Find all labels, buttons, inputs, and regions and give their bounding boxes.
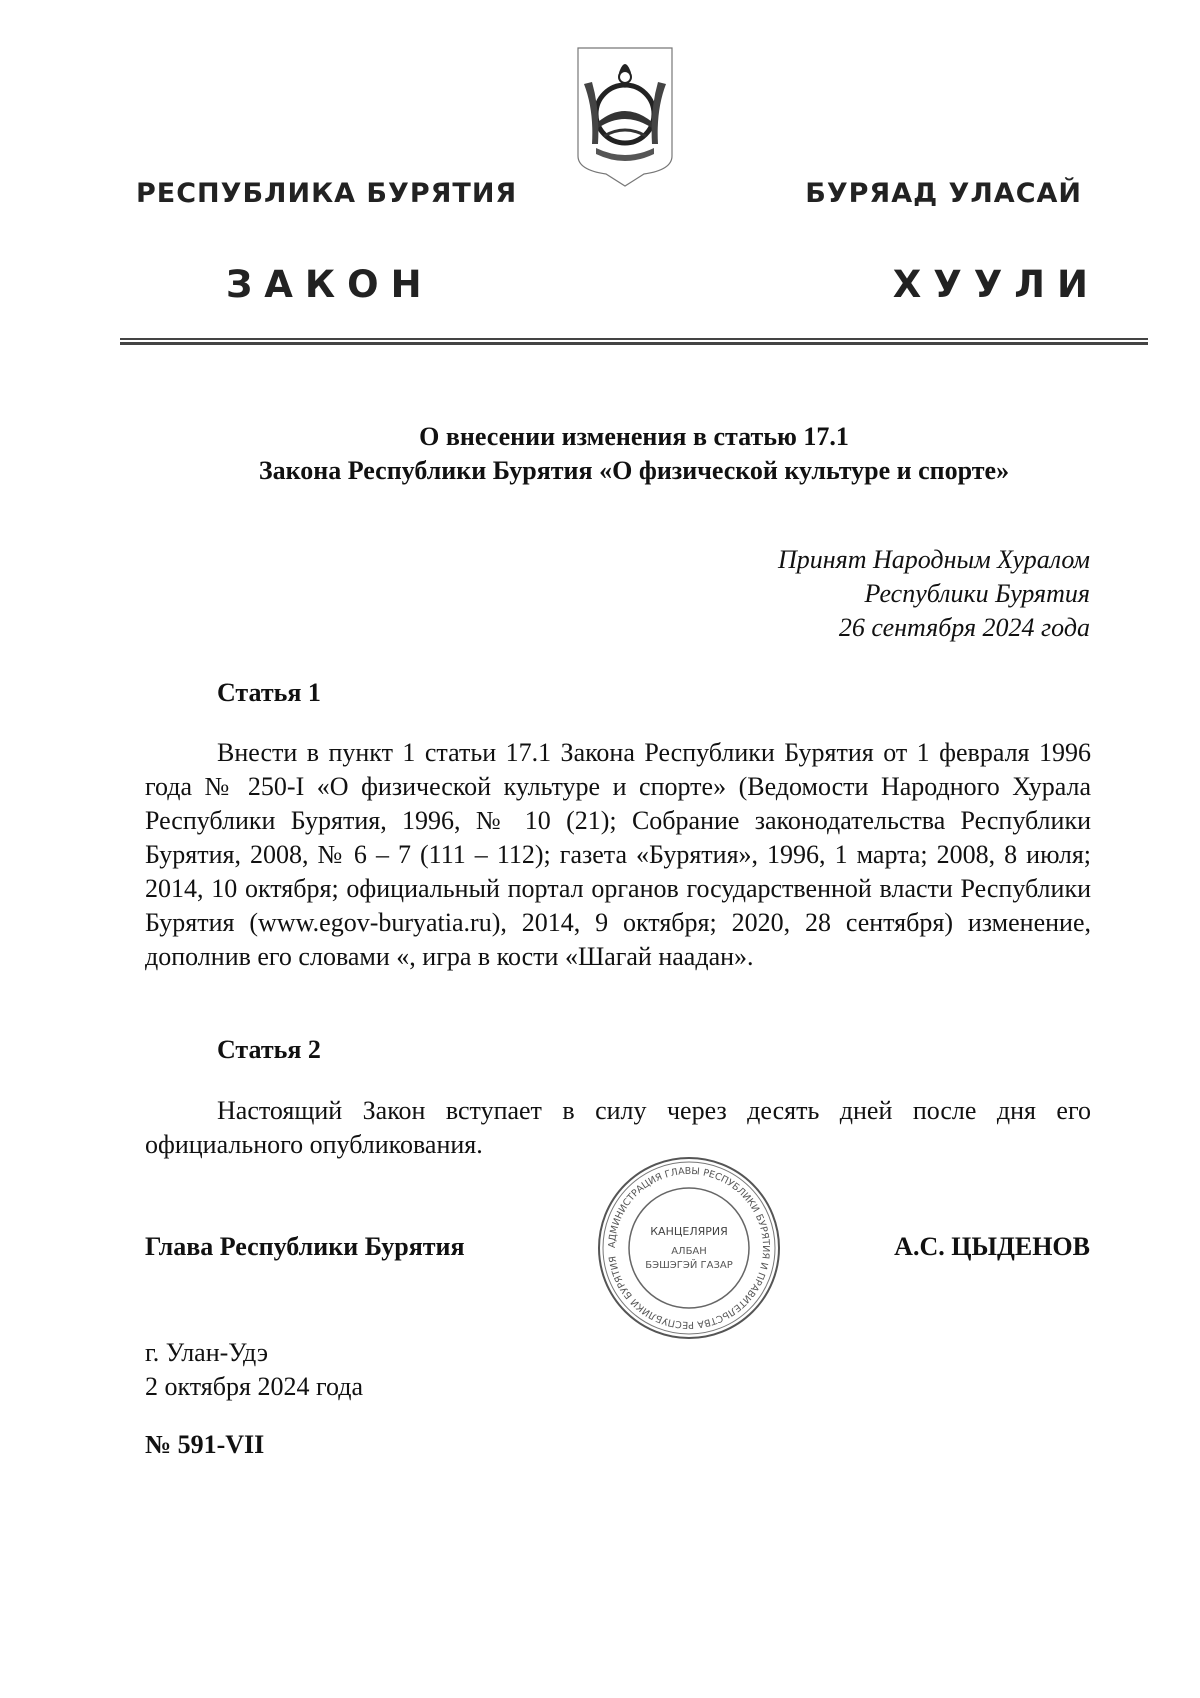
article-1-text: Внести в пункт 1 статьи 17.1 Закона Республики Бурятия от 1 февраля 1996 года № 250-I «О физической культуре и спорте» (Ведомости Народного Хурала Республики Бурятия, 1996, № 10 (21); Собрание законодательства Республики Бурятия, 2008, № 6 – 7 (111 – 112); газета «Бурятия», 1996, 1 марта; 2008, 8 июля; 2014, 10 октября; официальный портал органов государственной власти Республики Бурятия (www.egov-buryatia.ru), 2014, 9 октября; 2020, 28 сентября) изменение, дополнив его словами «, игра в кости «Шагай наадан». bbox=[145, 738, 1091, 971]
coat-of-arms-emblem bbox=[574, 44, 676, 188]
article-2-text: Настоящий Закон вступает в силу через десять дней после дня его официального опубликования. bbox=[145, 1096, 1091, 1159]
seal-center-line-2: АЛБАН bbox=[671, 1246, 707, 1257]
header-law-buryat: ХУУЛИ bbox=[892, 263, 1100, 306]
official-seal-stamp bbox=[594, 1153, 784, 1343]
header-republic-buryat: БУРЯАД УЛАСАЙ bbox=[805, 178, 1082, 209]
adoption-line-1: Принят Народным Хуралом bbox=[777, 545, 1090, 574]
header-law-russian: ЗАКОН bbox=[226, 263, 434, 306]
seal-center-line-3: БЭШЭГЭЙ ГАЗАР bbox=[645, 1260, 733, 1271]
adoption-line-3: 26 сентября 2024 года bbox=[838, 613, 1090, 642]
law-number: № 591-VII bbox=[145, 1430, 265, 1459]
title-line-2: Закона Республики Бурятия «О физической культуре и спорте» bbox=[258, 456, 1010, 485]
document-title bbox=[120, 420, 1148, 488]
header-divider bbox=[120, 338, 1148, 345]
adoption-line-2: Республики Бурятия bbox=[864, 579, 1090, 608]
adoption-note bbox=[778, 543, 1090, 645]
signatory-position: Глава Республики Бурятия bbox=[145, 1232, 465, 1261]
seal-center-line-1: КАНЦЕЛЯРИЯ bbox=[650, 1225, 728, 1238]
signatory-name: А.С. ЦЫДЕНОВ bbox=[894, 1232, 1090, 1261]
article-1-heading: Статья 1 bbox=[217, 678, 321, 707]
header-republic-russian: РЕСПУБЛИКА БУРЯТИЯ bbox=[136, 178, 518, 209]
article-2-heading: Статья 2 bbox=[217, 1035, 321, 1064]
title-line-1: О внесении изменения в статью 17.1 bbox=[419, 422, 849, 451]
seal-ring-text: АДМИНИСТРАЦИЯ ГЛАВЫ РЕСПУБЛИКИ БУРЯТИЯ И ПРАВИТЕЛЬСТВА РЕСПУБЛИКИ БУРЯТИЯ bbox=[606, 1165, 772, 1331]
city: г. Улан-Удэ bbox=[145, 1338, 269, 1367]
place-and-date bbox=[145, 1336, 363, 1404]
signing-date: 2 октября 2024 года bbox=[145, 1372, 363, 1401]
